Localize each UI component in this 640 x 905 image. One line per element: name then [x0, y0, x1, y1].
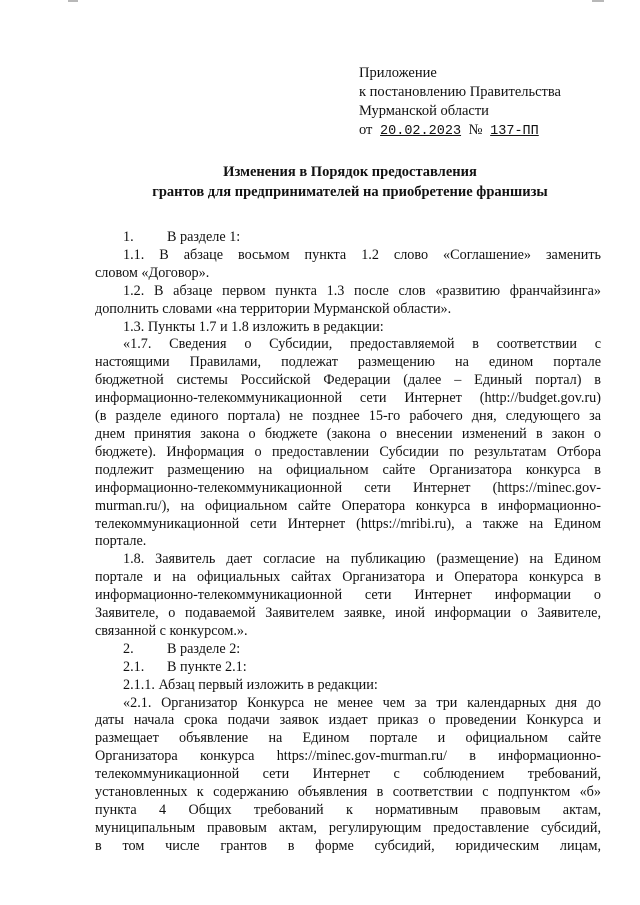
text-line: «2.1. Организатор Конкурса не менее чем за три календарных дня до	[123, 694, 601, 711]
text-line: 1.2. В абзаце первом пункта 1.3 после слов «развитию франчайзинга»	[123, 282, 601, 299]
section-2-heading	[95, 641, 601, 659]
text-line: 2.1.1. Абзац первый изложить в редакции:	[123, 676, 378, 693]
text-line: Заявителе, о подаваемой Заявителем заявке, иной информации о Заявителе,	[95, 605, 601, 622]
text-line: 1.1. В абзаце восьмом пункта 1.2 слово «Соглашение» заменить	[123, 246, 601, 263]
text-line: портале.	[95, 533, 147, 550]
date-prefix: от	[359, 122, 373, 138]
section-heading-text: В разделе 2:	[167, 640, 241, 657]
text-line: бюджетной системы Российской Федерации (далее – Единый портал) в	[95, 372, 601, 389]
text-line: (в разделе единого портала) не позднее 15-го рабочего дня, следующего за	[95, 408, 601, 425]
text-line: размещает объявление на Едином портале и официальном сайте	[95, 730, 601, 747]
section-1-heading	[95, 229, 601, 247]
resolution-number: 137-ПП	[490, 124, 539, 139]
section-number: 1.	[123, 229, 134, 245]
text-line: телекоммуникационной сети Интернет с соблюдением требований,	[95, 766, 601, 783]
text-line: днем принятия закона о бюджете (закона о внесении изменений в закон о	[95, 425, 601, 442]
text-line: 1.3. Пункты 1.7 и 1.8 изложить в редакции:	[123, 318, 384, 335]
text-line: murman.ru/), на официальном сайте Оператора конкурса в информационно-	[95, 497, 601, 514]
text-line: настоящими Правилами, подлежат размещению на едином портале	[95, 354, 601, 371]
title-line-2: грантов для предпринимателей на приобретение франшизы	[152, 184, 548, 200]
appendix-date-number	[359, 121, 561, 141]
resolution-date: 20.02.2023	[380, 124, 462, 139]
text-line: Организатора конкурса https://minec.gov-murman.ru/ в информационно-	[95, 748, 601, 765]
subsection-heading-text: В пункте 2.1:	[167, 658, 247, 675]
scan-mark-right	[592, 0, 604, 2]
text-line: в том числе грантов в форме субсидий, юридическим лицам,	[95, 837, 601, 854]
section-heading-text: В разделе 1:	[167, 229, 241, 245]
text-line: информационно-телекоммуникационной сети Интернет (https://minec.gov-	[95, 479, 601, 496]
text-line: муниципальным правовым актам, регулирующим предоставление субсидий,	[95, 819, 601, 836]
number-prefix: №	[468, 122, 483, 138]
text-line: дополнить словами «на территории Мурманской области».	[95, 300, 452, 317]
appendix-region: Мурманской области	[359, 103, 489, 119]
text-line: подлежит размещению на официальном сайте Организатора конкурса в	[95, 461, 601, 478]
text-line: информационно-телекоммуникационной сети Интернет информации о	[95, 587, 601, 604]
text-line: словом «Договор».	[95, 264, 210, 281]
text-line: пункта 4 Общих требований к нормативным правовым актам,	[95, 802, 601, 818]
appendix-label: Приложение	[359, 65, 437, 81]
text-line: установленных к содержанию объявления в соответствии с подпунктом «б»	[95, 784, 601, 801]
title-line-1: Изменения в Порядок предоставления	[223, 164, 477, 180]
document-title	[60, 162, 640, 202]
text-line: бюджете). Информация о предоставлении Субсидии по результатам Отбора	[95, 443, 601, 460]
scan-edge-marks	[0, 0, 640, 8]
subsection-heading	[95, 659, 601, 677]
text-line: информационно-телекоммуникационной сети Интернет (http://budget.gov.ru)	[95, 390, 601, 407]
text-line: связанной с конкурсом.».	[95, 622, 248, 639]
text-line: портале и на официальных сайтах Организатора и Оператора конкурса в	[95, 569, 601, 586]
text-line: даты начала срока подачи заявок издает приказ о проведении Конкурса и	[95, 712, 601, 729]
document-body	[95, 229, 601, 856]
text-line: «1.7. Сведения о Субсидии, предоставляемой в соответствии с	[123, 336, 601, 353]
text-line: телекоммуникационной сети Интернет (https://mribi.ru), а также на Едином	[95, 515, 601, 532]
subsection-number: 2.1.	[123, 658, 145, 675]
appendix-resolution-ref: к постановлению Правительства	[359, 84, 561, 100]
section-number: 2.	[123, 640, 134, 657]
scan-mark-left	[68, 0, 78, 2]
appendix-header	[359, 64, 561, 141]
text-line: 1.8. Заявитель дает согласие на публикацию (размещение) на Едином	[123, 551, 601, 568]
